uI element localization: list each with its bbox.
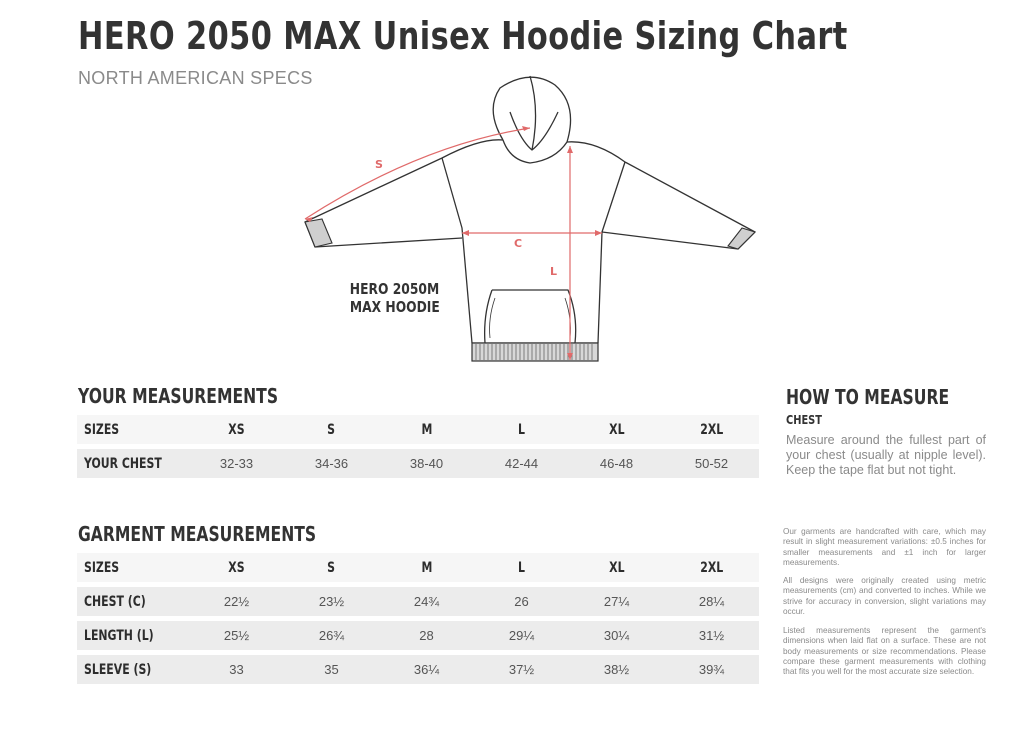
size-header-xs: XS [228,421,245,438]
table-cell: 31½ [664,621,759,650]
table-header-row [77,553,759,582]
table-cell: 26 [474,587,569,616]
size-header-xl: XL [608,559,625,576]
table-header-row [77,415,759,444]
note-flat-measure: Listed measurements represent the garment's dimensions when laid flat on a surface. These are not body measurements or size recommendations. Please compare these garment measurements with clothing that fits you well for the most accurate size selection. [783,626,986,677]
hoodie-label-line2: MAX HOODIE [349,298,440,316]
size-header-s: S [327,421,336,438]
size-header-2xl: 2XL [700,559,723,576]
table-cell: 38½ [569,655,664,684]
table-cell: 50-52 [664,449,759,478]
note-conversion: All designs were originally created using metric measurements (cm) and converted to inches. While we strive for accuracy in conversion, slight variations may occur. [783,576,986,616]
table-cell: 35 [284,655,379,684]
how-to-measure-subtitle: CHEST [786,413,822,427]
table-cell: 38-40 [379,449,474,478]
table-cell: 23½ [284,587,379,616]
table-row [77,449,759,478]
row-label-your-chest: YOUR CHEST [84,455,162,472]
row-label-length: LENGTH (L) [84,627,154,644]
page-subtitle: NORTH AMERICAN SPECS [78,68,313,88]
chest-marker: C [514,237,523,250]
size-header-m: M [421,421,432,438]
table-cell: 28 [379,621,474,650]
garment-measurements-title: GARMENT MEASUREMENTS [78,522,317,546]
table-cell: 46-48 [569,449,664,478]
your-measurements-title: YOUR MEASUREMENTS [78,384,279,408]
row-label-sleeve: SLEEVE (S) [84,661,152,678]
size-header-l: L [518,421,525,438]
table-cell: 33 [189,655,284,684]
table-cell: 30¼ [569,621,664,650]
size-header-m: M [421,559,432,576]
table-cell: 36¼ [379,655,474,684]
table-cell: 24¾ [379,587,474,616]
hoodie-label-line1: HERO 2050M [349,280,440,298]
table-cell: 42-44 [474,449,569,478]
table-cell: 32-33 [189,449,284,478]
sleeve-marker: S [375,158,383,171]
how-to-measure-text: Measure around the fullest part of your chest (usually at nipple level). Keep the tape flat but not tight. [786,433,986,477]
row-label-chest: CHEST (C) [84,593,146,610]
table-cell: 39¾ [664,655,759,684]
size-header-s: S [327,559,336,576]
table-cell: 22½ [189,587,284,616]
how-to-measure-title: HOW TO MEASURE [786,385,950,409]
size-header-xs: XS [228,559,245,576]
sizes-header: SIZES [84,559,120,576]
table-row [77,587,759,616]
size-header-l: L [518,559,525,576]
garment-measurements-table [77,553,759,684]
table-row [77,621,759,650]
table-cell: 28¼ [664,587,759,616]
table-cell: 37½ [474,655,569,684]
your-measurements-table [77,415,759,478]
size-header-2xl: 2XL [700,421,723,438]
length-marker: L [550,265,558,278]
sizes-header: SIZES [84,421,120,438]
note-variation: Our garments are handcrafted with care, which may result in slight measurement variations: ±0.5 inches for smaller measurements and ±1 inch for larger measurements. [783,527,986,567]
size-header-xl: XL [608,421,625,438]
table-cell: 34-36 [284,449,379,478]
table-cell: 29¼ [474,621,569,650]
page-title: HERO 2050 MAX Unisex Hoodie Sizing Chart [78,14,848,58]
hoodie-diagram [295,70,765,370]
table-cell: 26¾ [284,621,379,650]
table-cell: 25½ [189,621,284,650]
table-row [77,655,759,684]
table-cell: 27¼ [569,587,664,616]
